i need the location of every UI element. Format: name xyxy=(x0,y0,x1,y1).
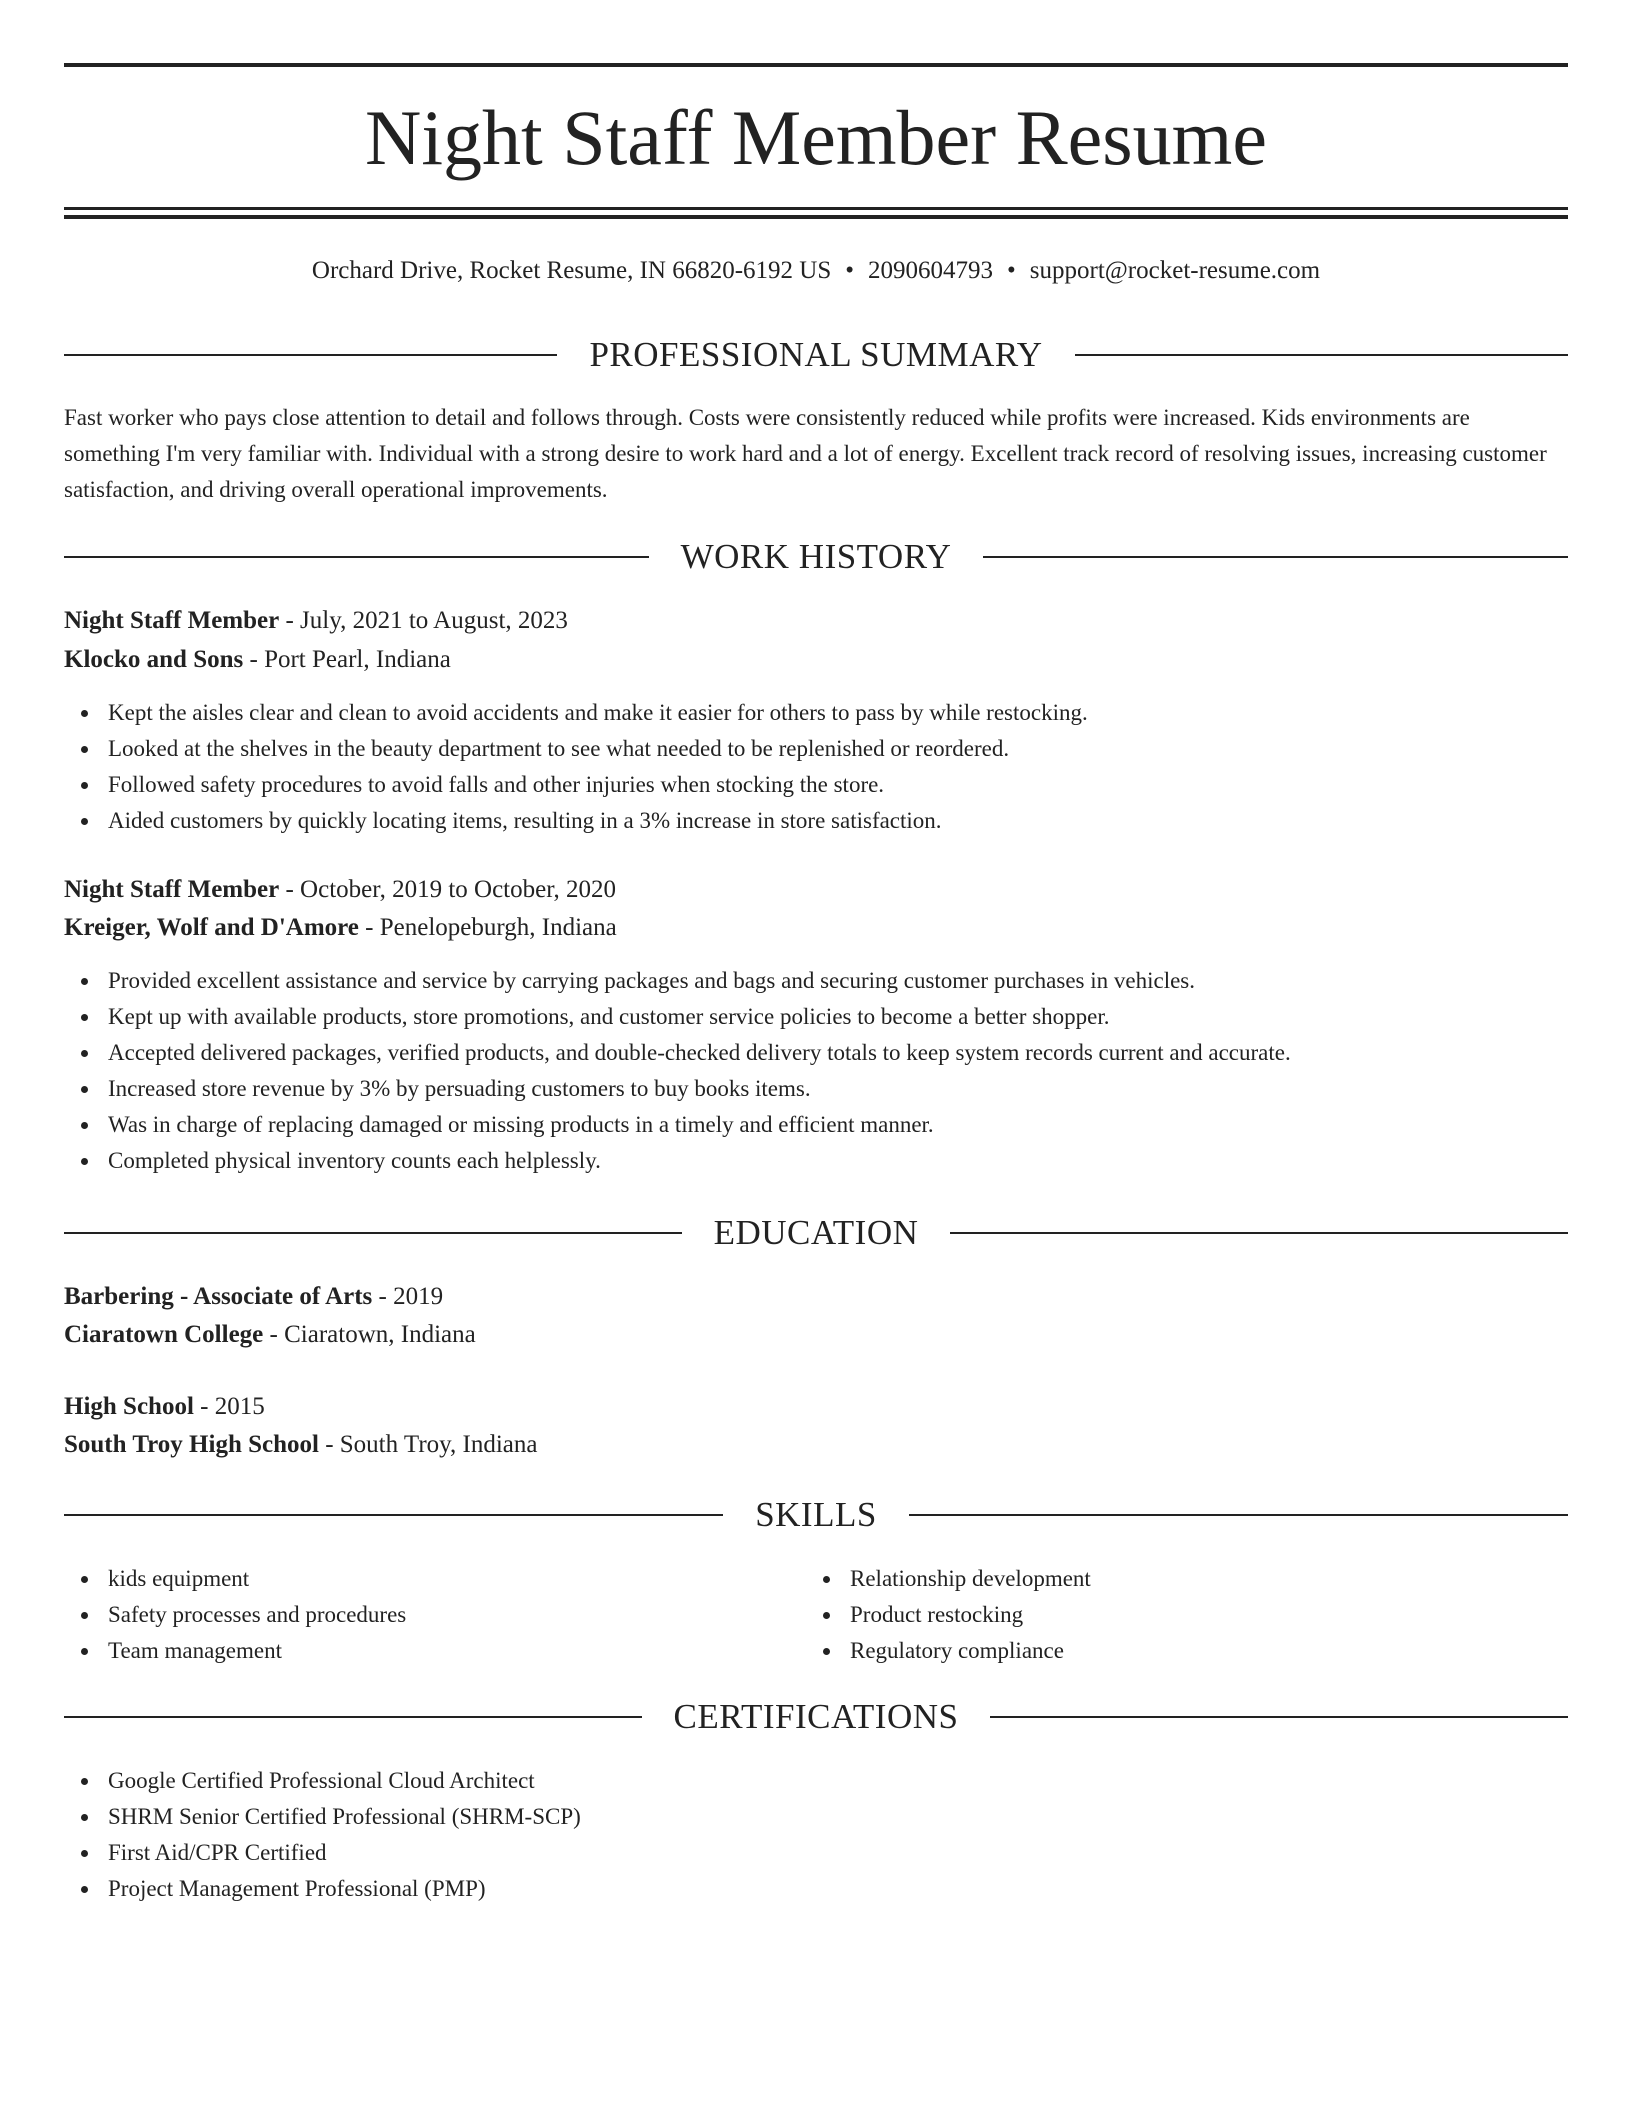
heading-rule xyxy=(1075,354,1568,356)
list-item: Kept up with available products, store promotions, and customer service policies to become a better shopper. xyxy=(108,999,1612,1035)
education-school: Ciaratown College xyxy=(64,1321,264,1348)
section-title: PROFESSIONAL SUMMARY xyxy=(589,335,1043,374)
heading-rule xyxy=(950,1232,1568,1234)
list-item: Project Management Professional (PMP) xyxy=(108,1871,1612,1907)
heading-rule xyxy=(990,1716,1568,1718)
list-item: Followed safety procedures to avoid falls and other injuries when stocking the store. xyxy=(108,767,1612,803)
job-title: Night Staff Member xyxy=(64,876,280,903)
skills-list-right xyxy=(806,1561,1550,1669)
contact-line xyxy=(64,254,1568,288)
list-item: SHRM Senior Certified Professional (SHRM-SCP) xyxy=(108,1799,1612,1835)
skills-list-left xyxy=(64,1561,808,1669)
header-bottom-rule xyxy=(64,207,1568,210)
list-item: kids equipment xyxy=(108,1561,808,1597)
job-title-line xyxy=(64,873,1568,907)
section-heading-education xyxy=(64,1213,1568,1253)
list-item: Completed physical inventory counts each helplessly. xyxy=(108,1143,1612,1179)
list-item: Accepted delivered packages, verified products, and double-checked delivery totals to keep system records current and accurate. xyxy=(108,1035,1612,1071)
contact-email: support@rocket-resume.com xyxy=(1029,257,1321,284)
job-title: Night Staff Member xyxy=(64,607,280,634)
list-item: Relationship development xyxy=(850,1561,1550,1597)
education-school-line xyxy=(64,1428,1568,1462)
contact-phone: 2090604793 xyxy=(868,257,994,284)
list-item: Team management xyxy=(108,1633,808,1669)
resume-title: Night Staff Member Resume xyxy=(365,94,1267,181)
education-degree-line xyxy=(64,1280,1568,1314)
job-dates: - July, 2021 to August, 2023 xyxy=(279,607,568,634)
education-degree: Barbering - Associate of Arts xyxy=(64,1283,373,1310)
list-item: Was in charge of replacing damaged or missing products in a timely and efficient manner. xyxy=(108,1107,1612,1143)
contact-address: Orchard Drive, Rocket Resume, IN 66820-6192 US xyxy=(311,257,832,284)
job-company-line xyxy=(64,911,1568,945)
list-item: Aided customers by quickly locating items, resulting in a 3% increase in store satisfaction. xyxy=(108,803,1612,839)
section-title: EDUCATION xyxy=(713,1213,919,1252)
job-bullets xyxy=(64,695,1612,839)
heading-rule xyxy=(909,1514,1568,1516)
list-item: Looked at the shelves in the beauty department to see what needed to be replenished or reordered. xyxy=(108,731,1612,767)
header-bottom-rule-2 xyxy=(64,215,1568,219)
education-year: - 2019 xyxy=(372,1283,444,1310)
section-title: CERTIFICATIONS xyxy=(673,1697,959,1736)
heading-rule xyxy=(64,1716,642,1718)
job-company-line xyxy=(64,643,1568,677)
job-location: - Port Pearl, Indiana xyxy=(243,646,451,673)
section-heading-summary xyxy=(64,335,1568,375)
section-heading-skills xyxy=(64,1495,1568,1535)
job-bullets xyxy=(64,963,1612,1179)
heading-rule xyxy=(64,354,557,356)
list-item: Increased store revenue by 3% by persuading customers to buy books items. xyxy=(108,1071,1612,1107)
list-item: Safety processes and procedures xyxy=(108,1597,808,1633)
education-school: South Troy High School xyxy=(64,1431,319,1458)
header-top-rule xyxy=(64,63,1568,67)
job-company: Klocko and Sons xyxy=(64,646,244,673)
section-title: WORK HISTORY xyxy=(680,537,952,576)
section-title: SKILLS xyxy=(755,1495,877,1534)
heading-rule xyxy=(64,1232,682,1234)
heading-rule xyxy=(64,556,649,558)
education-year: - 2015 xyxy=(193,1393,265,1420)
list-item: Provided excellent assistance and service by carrying packages and bags and securing customer purchases in vehicles. xyxy=(108,963,1612,999)
list-item: Regulatory compliance xyxy=(850,1633,1550,1669)
job-dates: - October, 2019 to October, 2020 xyxy=(279,876,617,903)
list-item: Product restocking xyxy=(850,1597,1550,1633)
list-item: First Aid/CPR Certified xyxy=(108,1835,1612,1871)
job-location: - Penelopeburgh, Indiana xyxy=(358,914,617,941)
heading-rule xyxy=(983,556,1568,558)
education-school-line xyxy=(64,1318,1568,1352)
certifications-list xyxy=(64,1763,1612,1907)
section-heading-work-history xyxy=(64,537,1568,577)
education-degree-line xyxy=(64,1390,1568,1424)
heading-rule xyxy=(64,1514,723,1516)
contact-separator: • xyxy=(845,257,855,284)
job-title-line xyxy=(64,604,1568,638)
section-heading-certifications xyxy=(64,1697,1568,1737)
education-location: - Ciaratown, Indiana xyxy=(263,1321,476,1348)
education-location: - South Troy, Indiana xyxy=(318,1431,538,1458)
summary-text: Fast worker who pays close attention to detail and follows through. Costs were consistently reduced while profits were increased. Kids environments are something I'm very familiar with. Individual with a strong desire to work hard and a lot of energy. Excellent track record of resolving issues, increasing customer satisfaction, and driving overall operational improvements. xyxy=(64,405,1547,502)
list-item: Kept the aisles clear and clean to avoid accidents and make it easier for others to pass by while restocking. xyxy=(108,695,1612,731)
list-item: Google Certified Professional Cloud Architect xyxy=(108,1763,1612,1799)
contact-separator: • xyxy=(1007,257,1016,284)
job-company: Kreiger, Wolf and D'Amore xyxy=(64,914,359,941)
education-degree: High School xyxy=(64,1393,194,1420)
